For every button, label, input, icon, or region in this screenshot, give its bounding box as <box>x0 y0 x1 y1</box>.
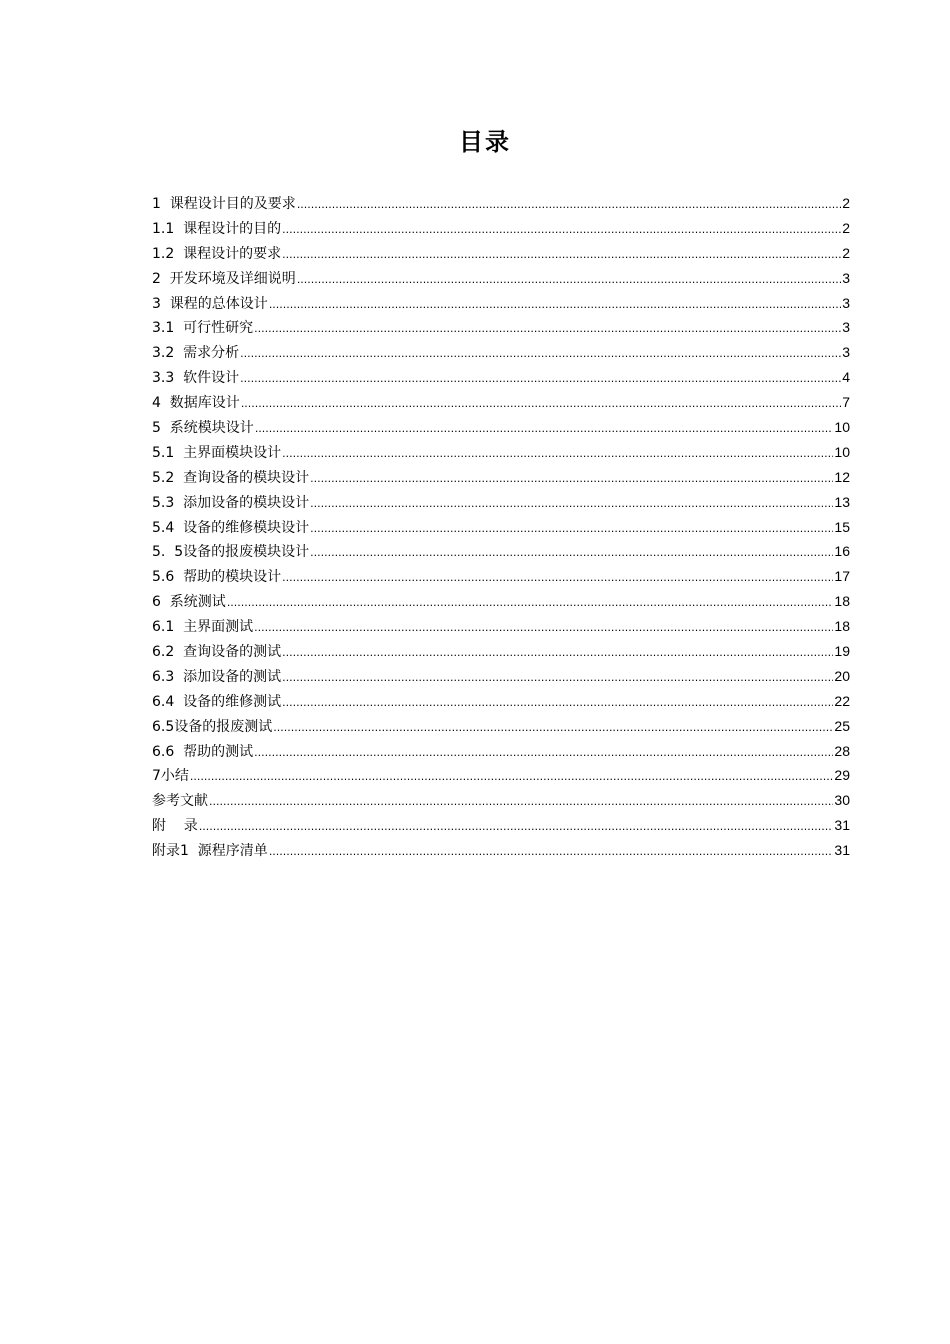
toc-entry-label: 3.3 软件设计 <box>152 370 240 387</box>
toc-entry-page-number: 18 <box>834 593 850 610</box>
toc-entry-label: 7小结 <box>152 768 189 785</box>
toc-entry[interactable] <box>152 365 850 390</box>
toc-entry-label: 1.2 课程设计的要求 <box>152 245 282 262</box>
toc-entry-label: 3.2 需求分析 <box>152 345 240 362</box>
toc-entry-page-number: 3 <box>842 344 850 361</box>
toc-entry[interactable] <box>152 763 850 788</box>
toc-dot-leader <box>227 591 834 616</box>
toc-entry-label: 3 课程的总体设计 <box>152 295 268 312</box>
toc-entry-label: 参考文献 <box>152 793 208 810</box>
toc-entry-page-number: 2 <box>842 219 850 236</box>
toc-entry-label: 1 课程设计目的及要求 <box>152 196 296 212</box>
toc-entry-page-number: 19 <box>834 643 850 660</box>
toc-entry[interactable] <box>152 564 850 589</box>
toc-dot-leader <box>273 716 833 741</box>
toc-dot-leader <box>209 790 833 815</box>
toc-dot-leader <box>297 268 841 293</box>
toc-dot-leader <box>282 218 841 243</box>
toc-entry-label: 4 数据库设计 <box>152 395 240 412</box>
toc-dot-leader <box>282 641 833 666</box>
toc-dot-leader <box>240 342 841 367</box>
toc-entry[interactable] <box>152 788 850 813</box>
toc-entry-label: 5.1 主界面模块设计 <box>152 444 282 461</box>
toc-dot-leader <box>269 840 834 865</box>
toc-entry-label: 2 开发环境及详细说明 <box>152 270 296 287</box>
toc-entry-page-number: 10 <box>834 443 850 460</box>
toc-entry-label: 附录1 源程序清单 <box>152 843 268 860</box>
toc-entry-label: 5. 5设备的报废模块设计 <box>152 544 310 561</box>
toc-entry-page-number: 31 <box>834 842 850 859</box>
toc-entry[interactable] <box>152 340 850 365</box>
toc-dot-leader <box>282 243 841 268</box>
toc-entry[interactable] <box>152 813 850 838</box>
toc-entry[interactable] <box>152 589 850 614</box>
toc-entry-page-number: 7 <box>842 394 850 411</box>
toc-entry-page-number: 30 <box>834 792 850 809</box>
toc-entry[interactable] <box>152 664 850 689</box>
toc-entry[interactable] <box>152 515 850 540</box>
toc-entry[interactable] <box>152 739 850 764</box>
toc-entry-page-number: 31 <box>834 817 850 834</box>
toc-entry-page-number: 20 <box>834 667 850 684</box>
toc-entry[interactable] <box>152 390 850 415</box>
toc-dot-leader <box>282 666 833 691</box>
toc-entry[interactable] <box>152 689 850 714</box>
toc-entry-label: 1.1 课程设计的目的 <box>152 220 282 237</box>
toc-entry-page-number: 22 <box>834 692 850 709</box>
toc-dot-leader <box>241 392 841 417</box>
toc-entry[interactable] <box>152 838 850 863</box>
toc-dot-leader <box>310 517 833 542</box>
toc-dot-leader <box>310 541 833 566</box>
toc-dot-leader <box>310 492 833 517</box>
toc-entry-label: 6.4 设备的维修测试 <box>152 693 282 710</box>
toc-entry-page-number: 18 <box>834 618 850 635</box>
toc-entry-page-number: 28 <box>834 742 850 759</box>
toc-entry-label: 5.3 添加设备的模块设计 <box>152 494 310 511</box>
toc-entry[interactable] <box>152 315 850 340</box>
toc-entry-label: 附 录 <box>152 818 198 835</box>
toc-dot-leader <box>254 741 833 766</box>
toc-entry-page-number: 10 <box>834 419 850 436</box>
toc-dot-leader <box>190 765 834 790</box>
toc-entry-label: 6.1 主界面测试 <box>152 619 254 636</box>
toc-entry-label: 6.2 查询设备的测试 <box>152 644 282 661</box>
toc-dot-leader <box>282 691 833 716</box>
toc-dot-leader <box>310 467 833 492</box>
toc-dot-leader <box>254 616 833 641</box>
toc-entry-label: 5.6 帮助的模块设计 <box>152 569 282 586</box>
toc-entry[interactable] <box>152 440 850 465</box>
toc-entry[interactable] <box>152 714 850 739</box>
toc-entry[interactable] <box>152 266 850 291</box>
toc-dot-leader <box>282 566 833 591</box>
toc-entry-page-number: 2 <box>842 244 850 261</box>
toc-dot-leader <box>199 815 834 840</box>
toc-entry-page-number: 16 <box>834 543 850 560</box>
toc-entry-page-number: 25 <box>834 717 850 734</box>
toc-entry[interactable] <box>152 241 850 266</box>
toc-entry-label: 6 系统测试 <box>152 594 226 611</box>
toc-entry-label: 6.6 帮助的测试 <box>152 743 254 760</box>
toc-entry[interactable] <box>152 291 850 316</box>
toc-entry-label: 5.2 查询设备的模块设计 <box>152 469 310 486</box>
toc-entry-page-number: 4 <box>842 369 850 386</box>
toc-entry-label: 5.4 设备的维修模块设计 <box>152 519 310 536</box>
toc-entry-page-number: 12 <box>834 468 850 485</box>
toc-entry-page-number: 13 <box>834 493 850 510</box>
toc-entry-label: 6.5设备的报废测试 <box>152 718 273 735</box>
toc-entry[interactable] <box>152 539 850 564</box>
toc-entry[interactable] <box>152 415 850 440</box>
toc-entry-label: 5 系统模块设计 <box>152 420 254 437</box>
toc-dot-leader <box>297 193 841 218</box>
toc-entry-page-number: 15 <box>834 518 850 535</box>
toc-entry-label: 6.3 添加设备的测试 <box>152 668 282 685</box>
toc-entry[interactable] <box>152 614 850 639</box>
toc-dot-leader <box>255 417 834 442</box>
toc-dot-leader <box>282 442 833 467</box>
toc-entry-page-number: 29 <box>834 767 850 784</box>
toc-title: 目录 <box>459 128 511 156</box>
toc-entry-page-number: 2 <box>842 195 850 211</box>
toc-entry-page-number: 3 <box>842 269 850 286</box>
toc-dot-leader <box>254 317 841 342</box>
toc-entry[interactable] <box>152 639 850 664</box>
toc-entry[interactable] <box>152 216 850 241</box>
toc-dot-leader <box>269 293 841 318</box>
toc-entry-page-number: 17 <box>834 568 850 585</box>
toc-entry[interactable] <box>152 490 850 515</box>
toc-entry-page-number: 3 <box>842 319 850 336</box>
toc-entry[interactable] <box>152 465 850 490</box>
table-of-contents <box>152 191 850 863</box>
toc-entry-label: 3.1 可行性研究 <box>152 320 254 337</box>
toc-dot-leader <box>240 367 841 392</box>
toc-entry-page-number: 3 <box>842 294 850 311</box>
toc-entry[interactable] <box>152 191 850 216</box>
